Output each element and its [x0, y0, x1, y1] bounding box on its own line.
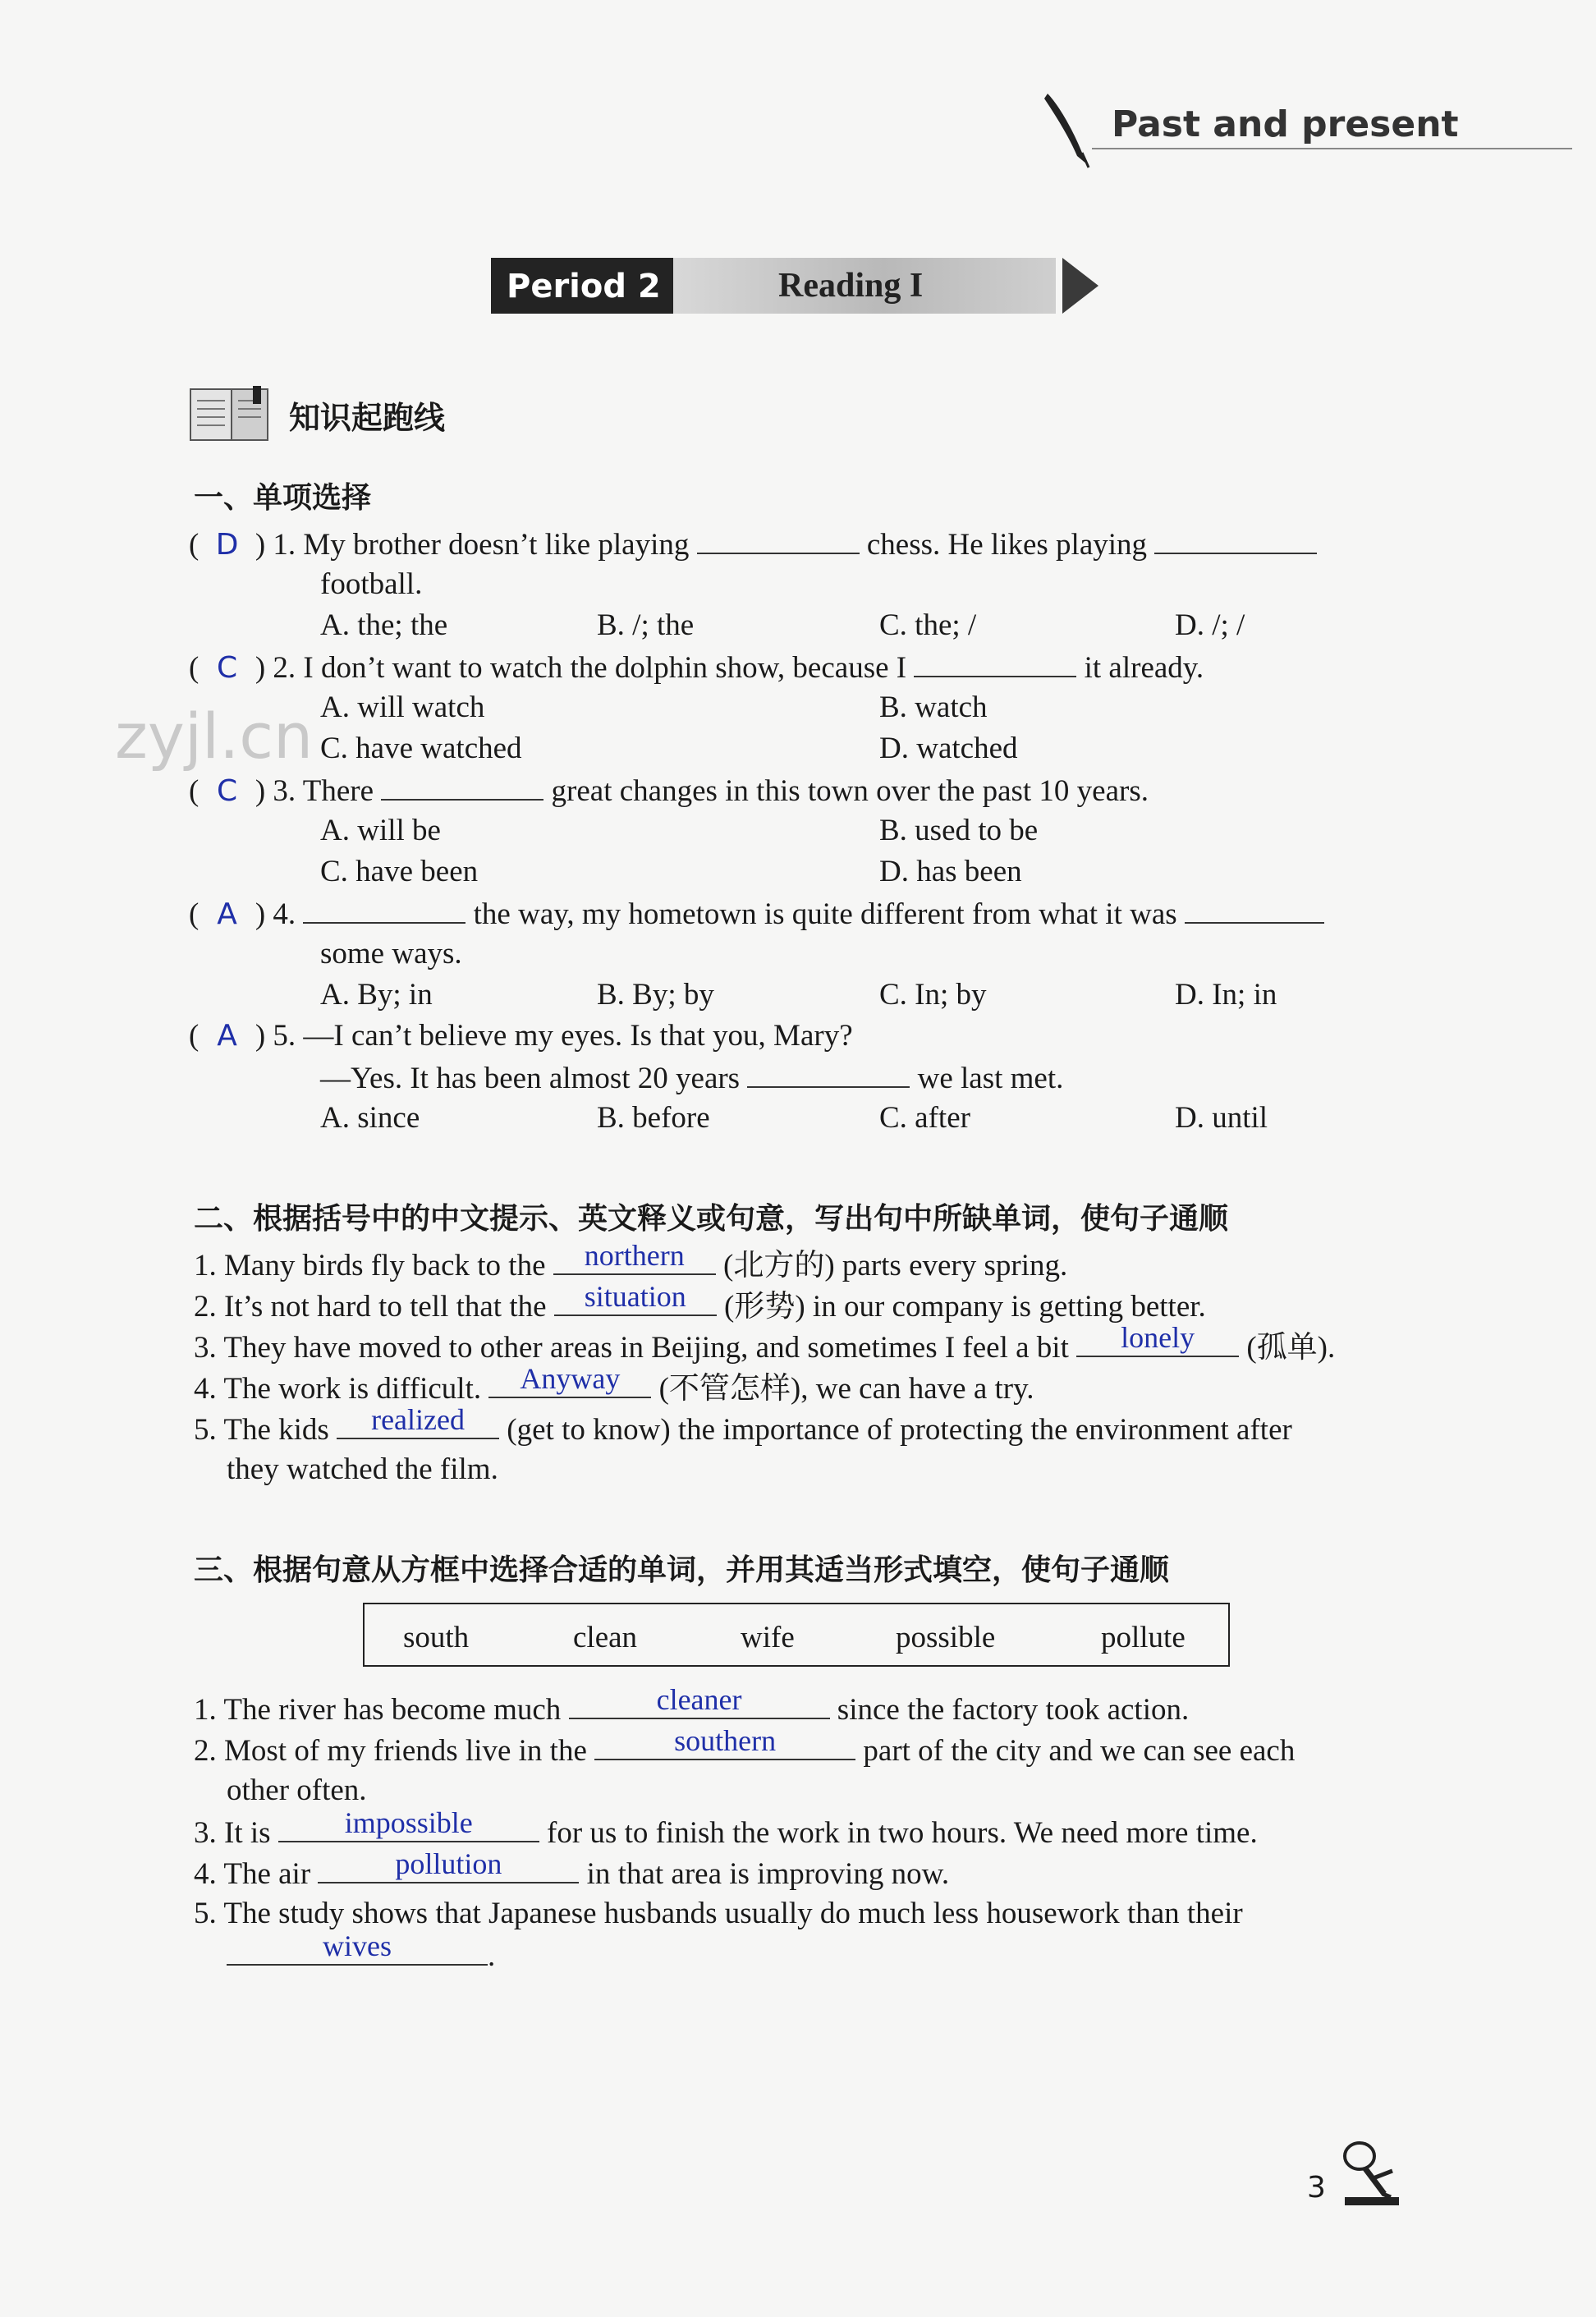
part2-title: 二、根据括号中的中文提示、英文释义或句意，写出句中所缺单词，使句子通顺 — [194, 1202, 1229, 1236]
part2-item-5: 5. The kids realized (get to know) the importance of protecting the environment after — [194, 1403, 1292, 1447]
blank — [747, 1062, 910, 1088]
blank — [697, 528, 860, 554]
q4-line2: some ways. — [320, 937, 462, 970]
watermark: zyjl.cn — [115, 700, 314, 773]
part3-item-2: 2. Most of my friends live in the southern part of the city and we can see each — [194, 1724, 1296, 1768]
page-number: 3 — [1307, 2171, 1326, 2205]
part2-item-2: 2. It’s not hard to tell that the situation (形势) in our company is getting better. — [194, 1280, 1206, 1324]
q1-option-b: B. /; the — [597, 608, 695, 642]
q1-option-d: D. /; / — [1175, 608, 1245, 642]
answer-blank — [318, 1847, 579, 1883]
q4-option-b: B. By; by — [597, 978, 714, 1012]
part2-item-5-line2: they watched the film. — [227, 1452, 498, 1486]
q4-option-a: A. By; in — [320, 978, 433, 1012]
answer-blank — [569, 1683, 830, 1719]
q4-option-d: D. In; in — [1175, 978, 1277, 1012]
word-box-item: possible — [896, 1621, 996, 1654]
part3-item-5-line2: wives . — [227, 1939, 495, 1971]
part3-item-4: 4. The air pollution in that area is improving now. — [194, 1847, 950, 1891]
answer-blank — [553, 1239, 716, 1275]
q1-option-a: A. the; the — [320, 608, 448, 642]
q5-option-c: C. after — [879, 1101, 970, 1135]
blank — [1185, 897, 1324, 924]
part3-title: 三、根据句意从方框中选择合适的单词，并用其适当形式填空，使句子通顺 — [194, 1553, 1170, 1587]
part3-answer-2: southern — [674, 1724, 777, 1757]
part3-answer-4: pollution — [395, 1847, 502, 1880]
part1-title: 一、单项选择 — [194, 481, 372, 515]
word-box — [363, 1603, 1230, 1667]
answer-blank — [554, 1280, 717, 1316]
book-icon — [189, 386, 271, 443]
part3-item-2-line2: other often. — [227, 1773, 367, 1807]
part2-answer-1: northern — [584, 1239, 685, 1272]
part2-answer-5: realized — [371, 1403, 465, 1436]
blank — [914, 651, 1076, 677]
q3-option-b: B. used to be — [879, 814, 1039, 847]
q2-option-b: B. watch — [879, 691, 988, 724]
part3-answer-3: impossible — [344, 1806, 473, 1839]
knowledge-title: 知识起跑线 — [289, 400, 446, 436]
part3-item-5: 5. The study shows that Japanese husbands usually do much less housework than their — [194, 1897, 1243, 1930]
microscope-icon — [1335, 2135, 1402, 2210]
blank — [1154, 528, 1317, 554]
part2-answer-4: Anyway — [520, 1362, 621, 1395]
word-box-item: clean — [573, 1621, 638, 1654]
word-box-item: south — [403, 1621, 470, 1654]
header-title: Past and present — [1112, 103, 1459, 145]
part2-item-3: 3. They have moved to other areas in Beijing, and sometimes I feel a bit lonely (孤单). — [194, 1321, 1336, 1365]
q2-option-c: C. have watched — [320, 732, 522, 765]
answer-blank — [337, 1403, 499, 1439]
q4-option-c: C. In; by — [879, 978, 987, 1012]
q2-line1: ( C ) 2. I don’t want to watch the dolphin show, because I it already. — [189, 651, 1204, 685]
part2-answer-3: lonely — [1121, 1321, 1195, 1354]
q2-answer: C — [217, 651, 238, 685]
q3-option-a: A. will be — [320, 814, 441, 847]
part3-item-3: 3. It is impossible for us to finish the work in two hours. We need more time. — [194, 1806, 1258, 1850]
q5-option-b: B. before — [597, 1101, 710, 1135]
q1-line1: ( D ) 1. My brother doesn’t like playing chess. He likes playing — [189, 528, 1317, 560]
answer-blank — [278, 1806, 539, 1842]
q2-option-a: A. will watch — [320, 691, 485, 724]
q5-line1: ( A ) 5. —I can’t believe my eyes. Is that you, Mary? — [189, 1019, 853, 1053]
banner-lesson: Reading I — [778, 267, 924, 305]
part3-item-1: 1. The river has become much cleaner since the factory took action. — [194, 1683, 1190, 1727]
word-box-item: pollute — [1101, 1621, 1186, 1654]
banner-period: Period 2 — [507, 268, 661, 305]
q3-answer: C — [217, 774, 238, 808]
part2-answer-2: situation — [584, 1280, 686, 1313]
q4-answer: A — [217, 897, 237, 931]
word-box-item: wife — [741, 1621, 795, 1654]
q3-option-c: C. have been — [320, 855, 479, 888]
q3-option-d: D. has been — [879, 855, 1022, 888]
q1-option-c: C. the; / — [879, 608, 977, 642]
banner-arrow-icon — [1062, 258, 1098, 314]
answer-blank — [594, 1724, 855, 1760]
blank — [303, 897, 466, 924]
header-rule — [1092, 148, 1572, 149]
answer-blank — [488, 1362, 651, 1398]
q5-answer: A — [217, 1019, 237, 1053]
q1-answer: D — [215, 528, 239, 562]
q5-option-d: D. until — [1175, 1101, 1268, 1135]
part3-answer-5: wives — [323, 1929, 392, 1962]
q4-line1: ( A ) 4. the way, my hometown is quite different from what it was — [189, 897, 1324, 929]
answer-blank — [227, 1929, 488, 1966]
q5-line2: —Yes. It has been almost 20 years we last met. — [320, 1062, 1064, 1095]
pen-icon — [1041, 89, 1098, 171]
q5-option-a: A. since — [320, 1101, 420, 1135]
part2-item-4: 4. The work is difficult. Anyway (不管怎样), we can have a try. — [194, 1362, 1034, 1406]
q1-line2: football. — [320, 567, 423, 601]
part3-answer-1: cleaner — [656, 1683, 742, 1716]
answer-blank — [1076, 1321, 1239, 1357]
part2-item-1: 1. Many birds fly back to the northern (北方的) parts every spring. — [194, 1239, 1068, 1282]
q3-line1: ( C ) 3. There great changes in this town over the past 10 years. — [189, 774, 1149, 808]
q2-option-d: D. watched — [879, 732, 1018, 765]
blank — [381, 774, 543, 801]
